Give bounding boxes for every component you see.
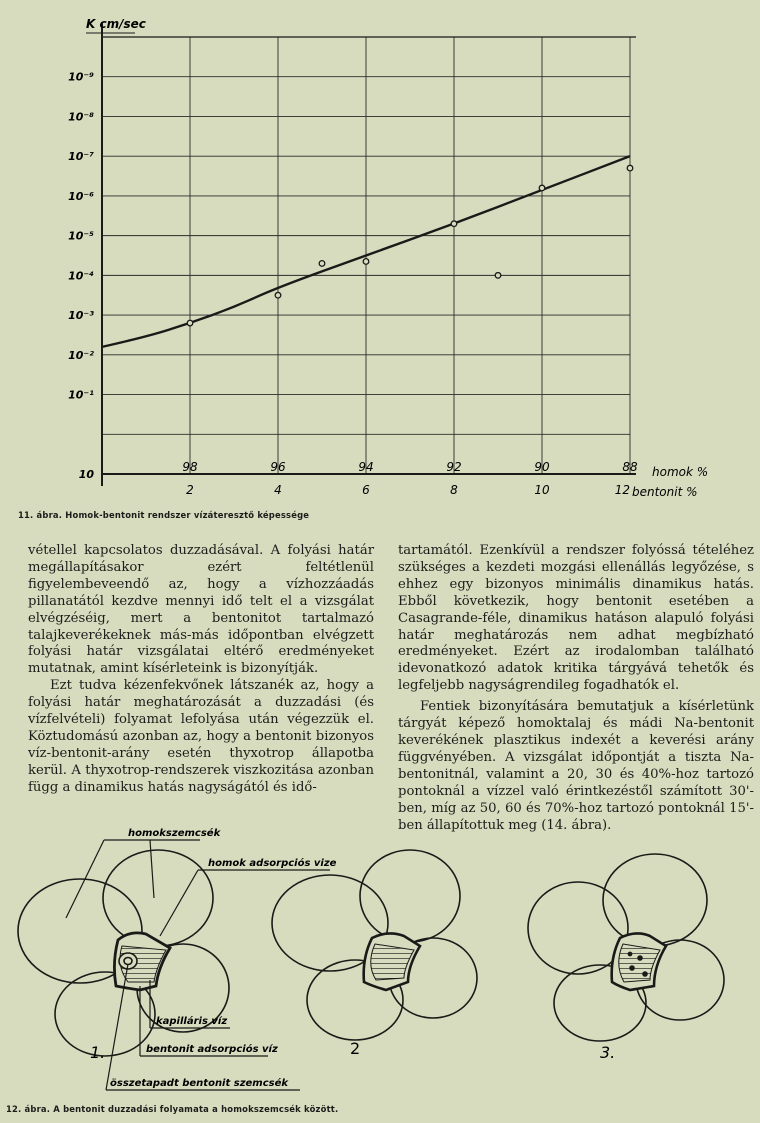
y-tick-label: 10⁻³: [68, 309, 94, 323]
data-point: [627, 165, 633, 171]
y-tick-labels: [68, 71, 94, 481]
figure-12-caption: 12. ábra. A bentonit duzzadási folyamata a homokszemcsék között.: [6, 1104, 339, 1114]
data-point: [451, 221, 457, 227]
y-tick-label: 10⁻²: [68, 348, 94, 362]
x-axis-label-bentonit: bentonit %: [632, 485, 698, 499]
data-point: [363, 259, 369, 265]
x-tick-label-bentonit: 4: [274, 483, 282, 497]
y-tick-label: 10⁻⁸: [68, 110, 94, 124]
permeability-chart: [0, 0, 760, 505]
x-tick-label-homok: 88: [622, 460, 638, 474]
x-tick-label-bentonit: 8: [450, 483, 458, 497]
chart-axes: [86, 22, 636, 486]
data-points: [187, 165, 633, 326]
figure-12-diagram: [0, 818, 760, 1108]
y-tick-label: 10⁻⁶: [68, 189, 94, 203]
text-column-left: [28, 543, 374, 797]
x-tick-label-homok: 98: [182, 460, 198, 474]
x-tick-label-bentonit: 10: [534, 483, 550, 497]
label-bentonit-adsorpcios-viz: bentonit adsorpciós víz: [146, 1044, 278, 1055]
x-tick-label-homok: 94: [358, 460, 374, 474]
paragraph: vétellel kapcsolatos duzzadásával. A folyási határ megállapításakor ezért feltétlenül figyelembeveendő az, hogy a vízhozzáadás pillanatától kezdve mennyi idő telt el a vizsgálat elvégzéséig, mert a bentonitot tartalmazó talajkeverékeknek más-más időpontban elvégzett folyási határ vizsgálatai eltérő eredményeket mutatnak, amint kísérleteink is bizonyítják.: [28, 543, 374, 677]
paragraph: Fentiek bizonyítására bemutatjuk a kísérletünk tárgyát képező homoktalaj és mádi Na-bentonit keverékének plasztikus indexét a keverési arány függvényében. A vizsgálat időpontját a tiszta Na-bentonitnál, valamint a 20, 30 és 40%-hoz tartozó pontoknál a vízzel való érintkezéstől számított 30'-ben, míg az 50, 60 és 70%-hoz tartozó pontoknál 15'-ben állapítottuk meg (14. ábra).: [398, 699, 754, 833]
y-tick-label: 10⁻⁴: [68, 269, 94, 283]
paragraph: tartamától. Ezenkívül a rendszer folyóssá tételéhez szükséges a kezdeti mozgási ellenállás legyőzése, s ehhez egy bizonyos minimális dinamikus hatás. Ebből következik, hogy bentonit esetében a Casagrande-féle, dinamikus hatáson alapuló folyási határ meghatározás nem adhat megbízható eredményeket. Ezért az irodalomban található idevonatkozó adatok kritika tárgyává tehetők és legfeljebb nagyságrendileg fogadhatók el.: [398, 543, 754, 694]
data-point: [495, 273, 501, 279]
x-tick-label-homok: 92: [446, 460, 462, 474]
data-point: [187, 320, 193, 326]
data-point: [275, 292, 281, 298]
x-tick-label-bentonit: 6: [362, 483, 370, 497]
x-axis-label-homok: homok %: [652, 465, 709, 479]
diagram-panel-2: [272, 850, 477, 1040]
data-point: [539, 185, 545, 191]
y-tick-label: 10⁻⁷: [68, 150, 94, 164]
x-tick-label-bentonit: 2: [186, 483, 194, 497]
y-tick-label: 10: [78, 468, 94, 481]
x-tick-label-homok: 96: [270, 460, 286, 474]
diagram-panel-3: [528, 854, 724, 1041]
x-tick-label-bentonit: 12: [614, 483, 630, 497]
panel-label-1: 1.: [90, 1043, 106, 1062]
text-column-right: [398, 543, 754, 834]
data-point: [319, 261, 325, 267]
y-tick-label: 10⁻¹: [68, 388, 94, 402]
label-kapillaris-viz: kapilláris víz: [156, 1016, 228, 1027]
paragraph: Ezt tudva kézenfekvőnek látszanék az, hogy a folyási határ meghatározását a duzzadási (és vízfelvételi) folyamat lefolyása után végezzük el. Köztudomású azonban az, hogy a bentonit bizonyos víz-bentonit-arány esetén thyxotrop állapotba kerül. A thyxotrop-rendszerek viszkozitása azonban függ a dinamikus hatás nagyságától és idő-: [28, 678, 374, 795]
y-tick-label: 10⁻⁵: [68, 229, 94, 243]
y-tick-label: 10⁻⁹: [68, 70, 94, 84]
y-axis-label: K cm/sec: [86, 17, 146, 31]
panel-label-3: 3.: [600, 1043, 616, 1062]
figure-11-caption: 11. ábra. Homok-bentonit rendszer vízáteresztő képessége: [18, 510, 310, 520]
label-osszetapadt-bentonit: összetapadt bentonit szemcsék: [110, 1078, 289, 1089]
panel-label-2: 2: [350, 1039, 361, 1058]
label-homokszemcsek: homokszemcsék: [128, 828, 221, 839]
x-tick-label-homok: 90: [534, 460, 550, 474]
label-homok-adsorpcios-vize: homok adsorpciós vize: [208, 858, 337, 869]
x-tick-labels: [182, 460, 638, 497]
